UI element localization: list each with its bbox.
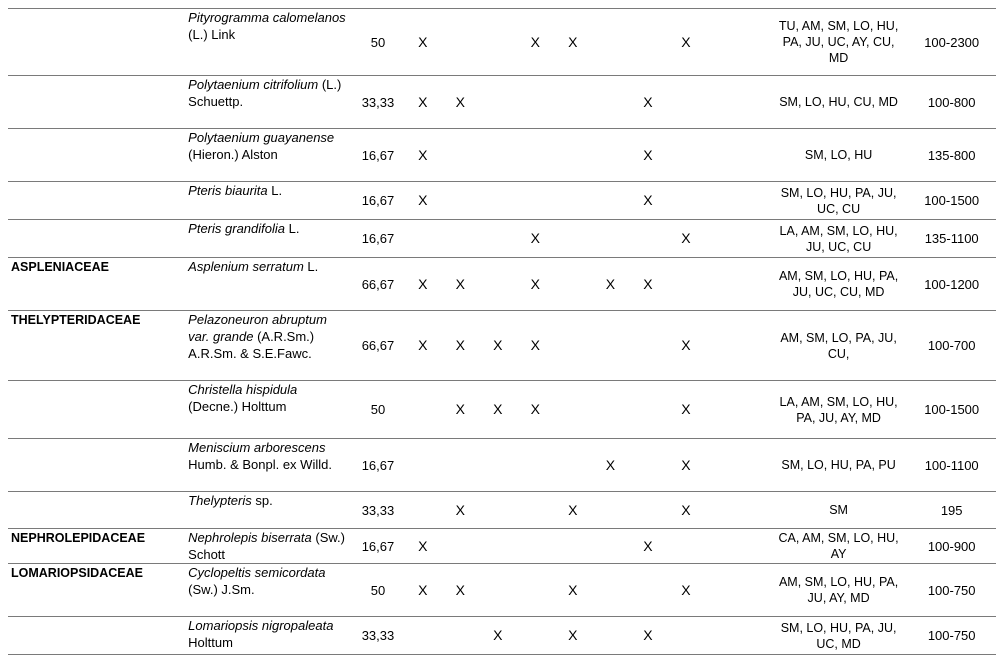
presence-mark-cell [479,9,517,76]
presence-mark-cell: X [629,258,667,311]
presence-mark-cell [517,182,555,220]
family-cell [8,381,185,439]
regions-cell: SM, LO, HU, PA, PU [770,439,908,492]
species-genus-epithet: Pityrogramma calomelanos [188,10,346,25]
frequency-cell: 16,67 [352,439,404,492]
table-row [8,258,996,311]
regions-cell: LA, AM, SM, LO, HU, PA, JU, AY, MD [770,381,908,439]
frequency-cell: 33,33 [352,617,404,655]
species-name-cell [185,220,352,258]
presence-mark-cell: X [517,220,555,258]
presence-mark-cell: X [629,182,667,220]
table-row [8,76,996,129]
presence-mark-cell: X [517,258,555,311]
species-genus-epithet: Polytaenium guayanense [188,130,335,145]
family-cell [8,76,185,129]
regions-cell: AM, SM, LO, PA, JU, CU, [770,311,908,381]
regions-cell: SM, LO, HU [770,129,908,182]
table-row [8,220,996,258]
presence-mark-cell [517,617,555,655]
presence-mark-cell [592,9,630,76]
presence-mark-cell: X [592,258,630,311]
presence-mark-cell [592,564,630,617]
species-name-cell [185,439,352,492]
regions-cell: TU, AM, SM, LO, HU, PA, JU, UC, AY, CU, MD [770,9,908,76]
species-author: (L.) Schuettp. [188,77,342,109]
species-genus-epithet: Asplenium serratum [188,259,304,274]
table-row [8,129,996,182]
altitude-cell: 100-800 [907,76,996,129]
presence-mark-cell: X [404,529,442,564]
presence-mark-cell [479,529,517,564]
table-row [8,564,996,617]
species-author: (Decne.) Holttum [188,399,287,414]
family-cell: LOMARIOPSIDACEAE [8,564,185,617]
spacer-cell [705,529,770,564]
presence-mark-cell [479,439,517,492]
species-name-cell [185,129,352,182]
family-cell [8,617,185,655]
presence-mark-cell: X [629,129,667,182]
presence-mark-cell: X [442,564,480,617]
presence-mark-cell [479,492,517,529]
frequency-cell: 66,67 [352,311,404,381]
presence-mark-cell [442,129,480,182]
species-name-cell [185,76,352,129]
presence-mark-cell [592,492,630,529]
species-genus-epithet: Christella hispidula [188,382,298,397]
presence-mark-cell [667,617,706,655]
spacer-cell [705,9,770,76]
presence-mark-cell [404,439,442,492]
presence-mark-cell: X [404,564,442,617]
presence-mark-cell [479,258,517,311]
spacer-cell [705,220,770,258]
species-genus-epithet: Pelazoneuron abruptum var. grande [188,312,327,344]
presence-mark-cell [479,129,517,182]
presence-mark-cell [479,564,517,617]
presence-mark-cell [442,617,480,655]
presence-mark-cell [404,617,442,655]
presence-mark-cell: X [442,311,480,381]
species-name-cell [185,617,352,655]
presence-mark-cell: X [479,617,517,655]
presence-mark-cell [479,182,517,220]
presence-mark-cell [629,492,667,529]
species-name-cell [185,258,352,311]
presence-mark-cell [479,76,517,129]
family-cell: ASPLENIACEAE [8,258,185,311]
presence-mark-cell [517,439,555,492]
presence-mark-cell: X [479,311,517,381]
presence-mark-cell [554,76,592,129]
species-author: (Sw.) Schott [188,530,345,562]
presence-mark-cell [592,129,630,182]
presence-mark-cell: X [629,617,667,655]
species-name-cell [185,311,352,381]
presence-mark-cell: X [404,182,442,220]
presence-mark-cell: X [667,311,706,381]
presence-mark-cell: X [442,76,480,129]
presence-mark-cell: X [404,311,442,381]
presence-mark-cell: X [667,381,706,439]
presence-mark-cell: X [554,492,592,529]
altitude-cell: 100-1500 [907,182,996,220]
species-author: L. [267,183,283,198]
altitude-cell: 100-2300 [907,9,996,76]
presence-mark-cell [554,220,592,258]
frequency-cell: 33,33 [352,76,404,129]
presence-mark-cell [554,258,592,311]
species-genus-epithet: Pteris grandifolia [188,221,285,236]
regions-cell: AM, SM, LO, HU, PA, JU, UC, CU, MD [770,258,908,311]
species-genus-epithet: Pteris biaurita [188,183,268,198]
presence-mark-cell [667,529,706,564]
spacer-cell [705,129,770,182]
altitude-cell: 135-1100 [907,220,996,258]
presence-mark-cell [554,529,592,564]
presence-mark-cell [554,311,592,381]
presence-mark-cell [554,129,592,182]
presence-mark-cell [592,182,630,220]
table-row [8,182,996,220]
presence-mark-cell [629,220,667,258]
table-row [8,492,996,529]
presence-mark-cell: X [592,439,630,492]
table-row [8,381,996,439]
regions-cell: LA, AM, SM, LO, HU, JU, UC, CU [770,220,908,258]
presence-mark-cell: X [404,258,442,311]
presence-mark-cell [667,182,706,220]
species-name-cell [185,381,352,439]
presence-mark-cell [442,439,480,492]
altitude-cell: 100-750 [907,564,996,617]
regions-cell: CA, AM, SM, LO, HU, AY [770,529,908,564]
presence-mark-cell: X [554,9,592,76]
presence-mark-cell [404,492,442,529]
presence-mark-cell: X [517,311,555,381]
frequency-cell: 50 [352,9,404,76]
presence-mark-cell [479,220,517,258]
presence-mark-cell [592,311,630,381]
presence-mark-cell [554,439,592,492]
species-genus-epithet: Nephrolepis biserrata [188,530,312,545]
presence-mark-cell [592,220,630,258]
species-author: Humb. & Bonpl. ex Willd. [188,457,332,472]
presence-mark-cell [517,529,555,564]
species-name-cell [185,529,352,564]
table-row [8,439,996,492]
family-cell: THELYPTERIDACEAE [8,311,185,381]
presence-mark-cell [442,220,480,258]
presence-mark-cell [592,76,630,129]
presence-mark-cell [667,129,706,182]
spacer-cell [705,311,770,381]
altitude-cell: 135-800 [907,129,996,182]
family-cell [8,9,185,76]
presence-mark-cell [667,76,706,129]
altitude-cell: 195 [907,492,996,529]
species-name-cell [185,492,352,529]
frequency-cell: 66,67 [352,258,404,311]
presence-mark-cell: X [667,492,706,529]
species-genus-epithet: Cyclopeltis semicordata [188,565,326,580]
species-genus-epithet: Thelypteris [188,493,252,508]
presence-mark-cell: X [629,76,667,129]
regions-cell: SM [770,492,908,529]
spacer-cell [705,492,770,529]
species-author: (Hieron.) Alston [188,147,278,162]
species-name-cell [185,182,352,220]
species-name-cell [185,564,352,617]
species-genus-epithet: Meniscium arborescens [188,440,326,455]
frequency-cell: 16,67 [352,182,404,220]
presence-mark-cell [517,129,555,182]
family-cell [8,492,185,529]
spacer-cell [705,182,770,220]
species-author: (L.) Link [188,27,236,42]
presence-mark-cell [517,564,555,617]
table-row [8,311,996,381]
presence-mark-cell: X [554,564,592,617]
altitude-cell: 100-700 [907,311,996,381]
regions-cell: SM, LO, HU, CU, MD [770,76,908,129]
spacer-cell [705,76,770,129]
regions-cell: AM, SM, LO, HU, PA, JU, AY, MD [770,564,908,617]
presence-mark-cell: X [667,439,706,492]
altitude-cell: 100-1100 [907,439,996,492]
species-author: L. [303,259,319,274]
species-author: (A.R.Sm.) A.R.Sm. & S.E.Fawc. [188,329,315,361]
spacer-cell [705,258,770,311]
presence-mark-cell [592,529,630,564]
presence-mark-cell: X [667,9,706,76]
spacer-cell [705,564,770,617]
spacer-cell [705,439,770,492]
family-cell: NEPHROLEPIDACEAE [8,529,185,564]
family-cell [8,182,185,220]
spacer-cell [705,381,770,439]
species-table [8,8,996,655]
species-author: (Sw.) J.Sm. [188,582,255,597]
table-row [8,529,996,564]
presence-mark-cell [667,258,706,311]
frequency-cell: 16,67 [352,129,404,182]
presence-mark-cell: X [629,529,667,564]
altitude-cell: 100-1500 [907,381,996,439]
presence-mark-cell [442,9,480,76]
presence-mark-cell: X [404,9,442,76]
presence-mark-cell: X [404,76,442,129]
presence-mark-cell: X [517,381,555,439]
presence-mark-cell [592,381,630,439]
presence-mark-cell [629,439,667,492]
family-cell [8,220,185,258]
frequency-cell: 16,67 [352,529,404,564]
presence-mark-cell [442,182,480,220]
presence-mark-cell: X [442,258,480,311]
regions-cell: SM, LO, HU, PA, JU, UC, MD [770,617,908,655]
table-row [8,617,996,655]
frequency-cell: 50 [352,381,404,439]
altitude-cell: 100-900 [907,529,996,564]
presence-mark-cell [517,492,555,529]
altitude-cell: 100-750 [907,617,996,655]
presence-mark-cell: X [404,129,442,182]
species-author: Holttum [188,635,233,650]
presence-mark-cell: X [667,220,706,258]
presence-mark-cell [629,381,667,439]
presence-mark-cell: X [517,9,555,76]
family-cell [8,439,185,492]
presence-mark-cell [629,564,667,617]
presence-mark-cell: X [442,492,480,529]
species-genus-epithet: Polytaenium citrifolium [188,77,319,92]
regions-cell: SM, LO, HU, PA, JU, UC, CU [770,182,908,220]
presence-mark-cell [629,311,667,381]
presence-mark-cell [554,182,592,220]
species-author: sp. [251,493,273,508]
table-row [8,9,996,76]
presence-mark-cell: X [442,381,480,439]
species-name-cell [185,9,352,76]
presence-mark-cell: X [667,564,706,617]
species-genus-epithet: Lomariopsis nigropaleata [188,618,334,633]
altitude-cell: 100-1200 [907,258,996,311]
table-body [8,9,996,655]
species-author: L. [285,221,300,236]
family-cell [8,129,185,182]
frequency-cell: 50 [352,564,404,617]
frequency-cell: 33,33 [352,492,404,529]
presence-mark-cell [629,9,667,76]
presence-mark-cell: X [554,617,592,655]
presence-mark-cell [554,381,592,439]
spacer-cell [705,617,770,655]
presence-mark-cell: X [479,381,517,439]
presence-mark-cell [592,617,630,655]
presence-mark-cell [404,220,442,258]
presence-mark-cell [517,76,555,129]
presence-mark-cell [442,529,480,564]
presence-mark-cell [404,381,442,439]
frequency-cell: 16,67 [352,220,404,258]
